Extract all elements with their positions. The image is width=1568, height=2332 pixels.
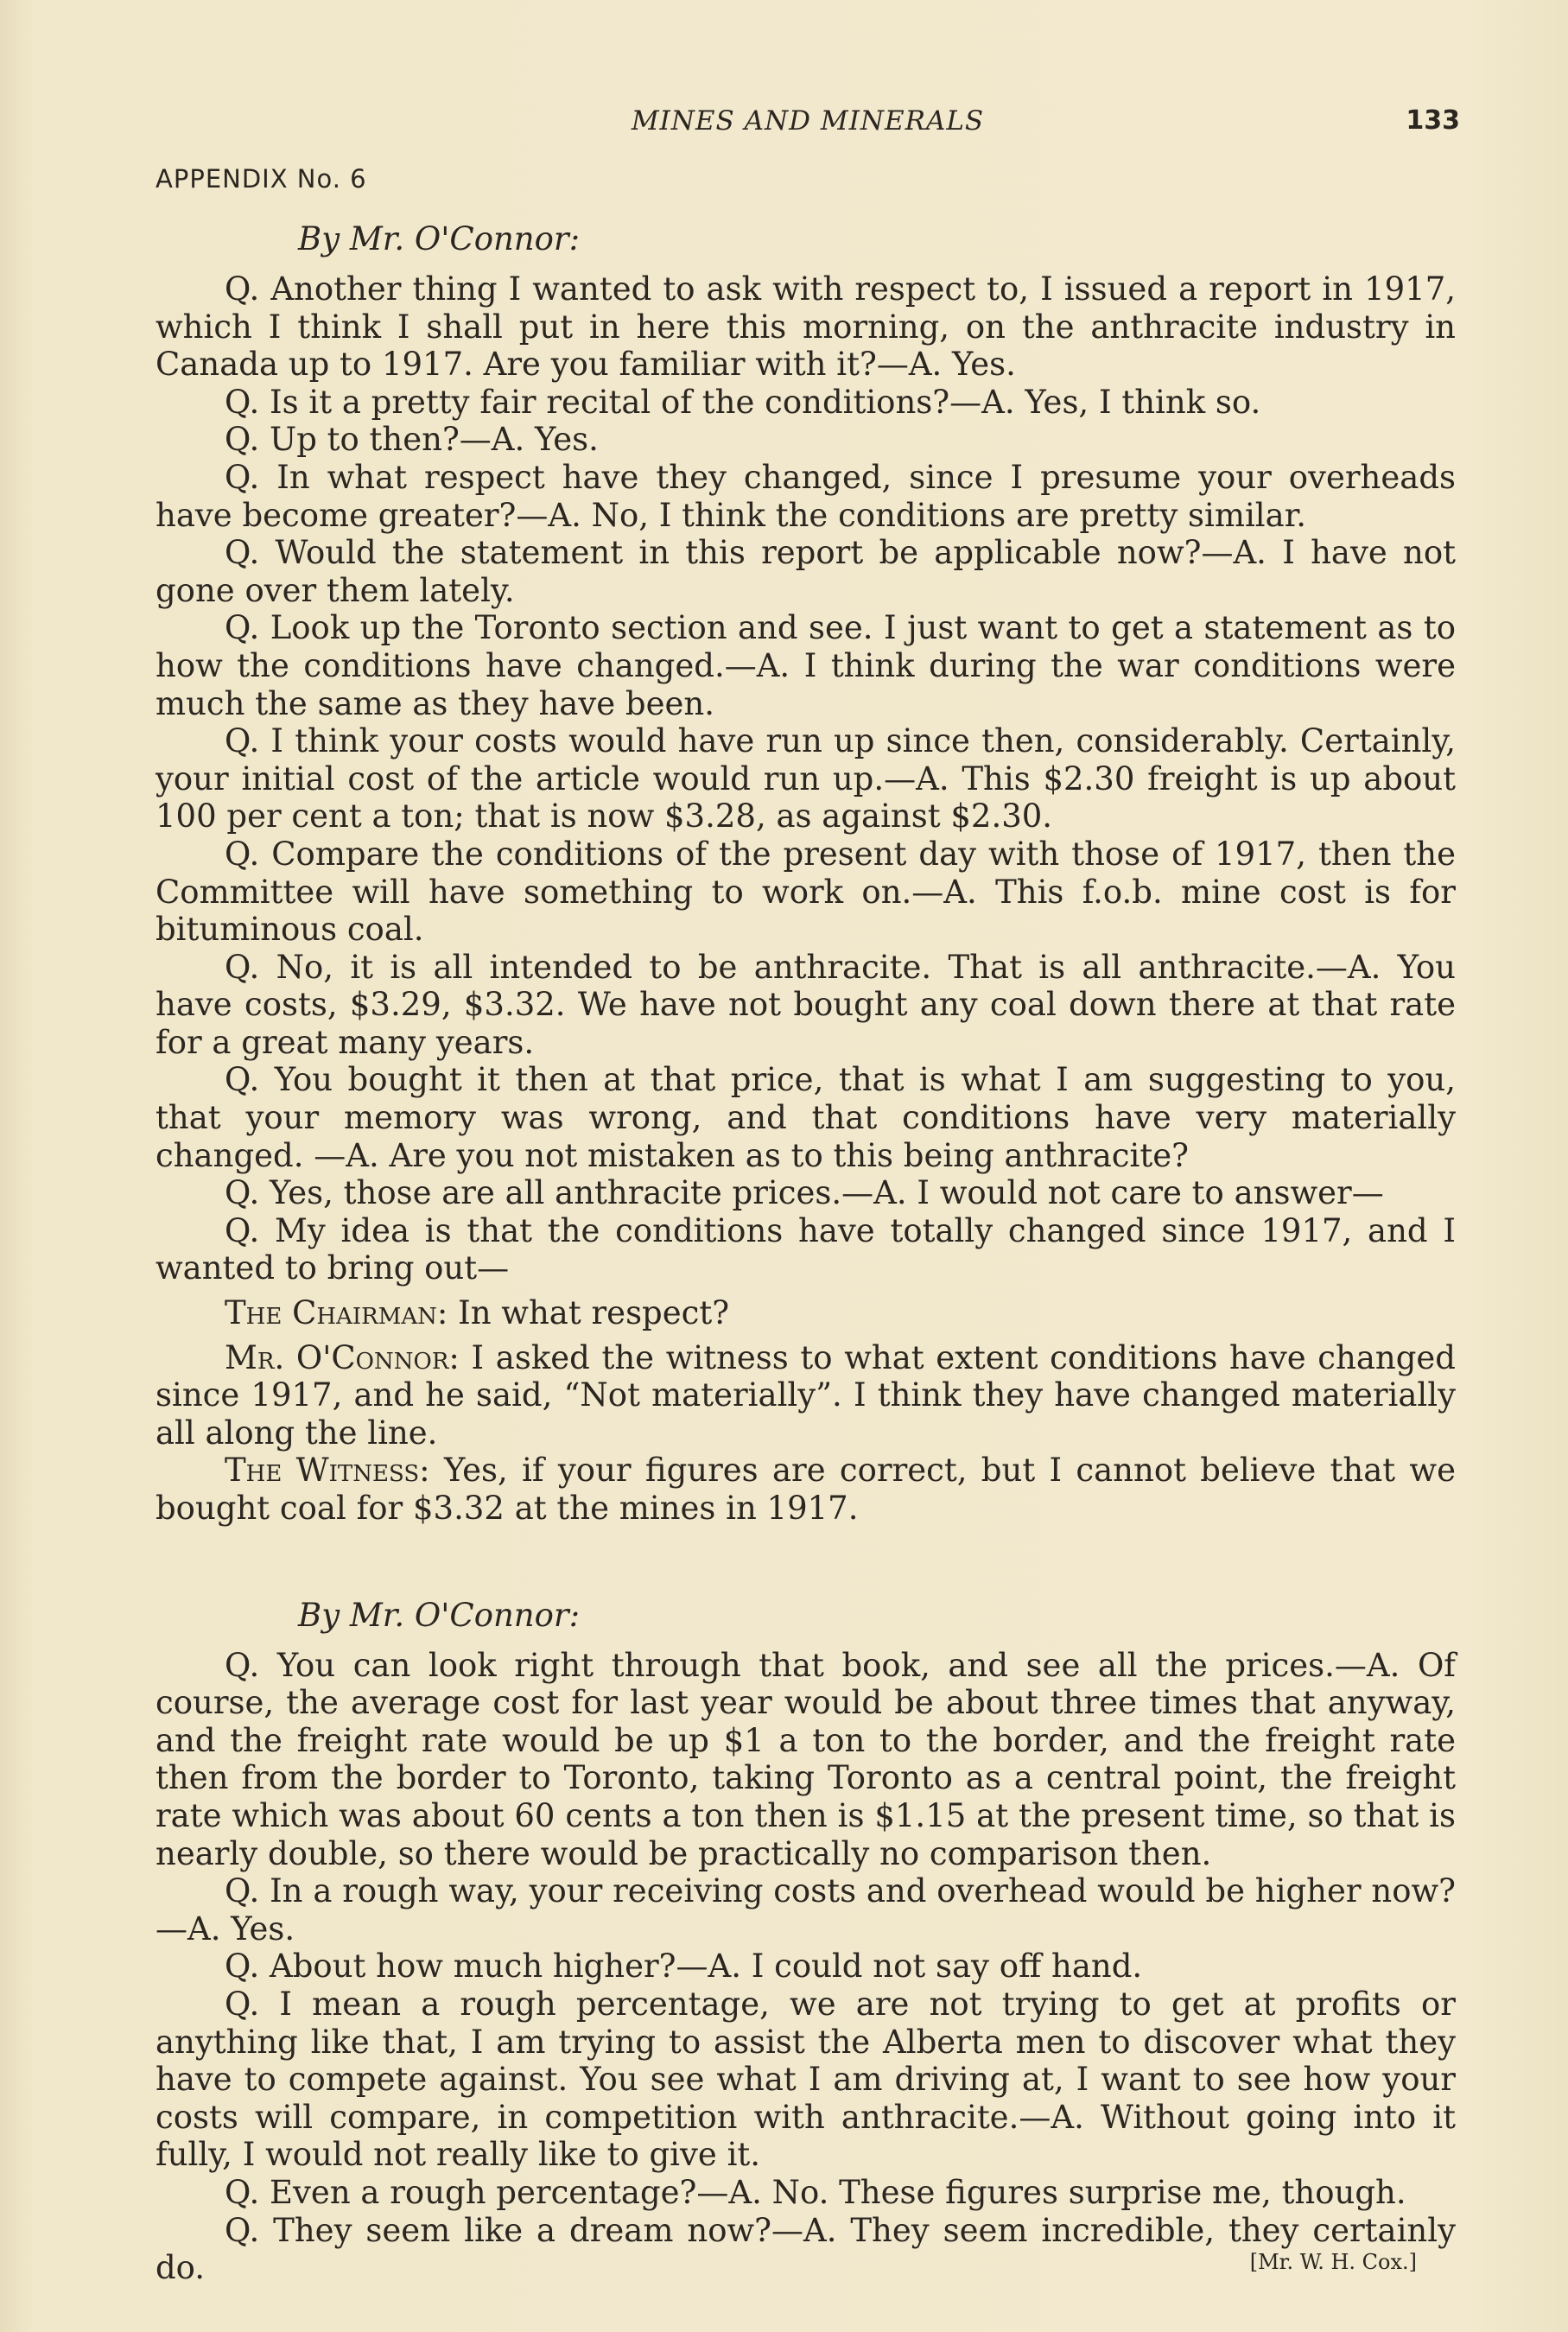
oconnor-text: I asked the witness to what extent conditions have changed since 1917, and he said, “Not materially”. I think they have changed materially all along the line. <box>156 1338 1456 1452</box>
paragraph: Q. Another thing I wanted to ask with respect to, I issued a report in 1917, which I think I shall put in here this morning, on the anthracite industry in Canada up to 1917. Are you familiar with it?—A. Yes. <box>156 270 1456 384</box>
paragraph: Q. You bought it then at that price, that is what I am suggesting to you, that your memory was wrong, and that conditions have very materially changed. —A. Are you not mistaken as to this being anthracite? <box>156 1061 1456 1174</box>
paragraph: Q. Yes, those are all anthracite prices.—A. I would not care to answer— <box>225 1174 1384 1212</box>
paragraph: Q. Up to then?—A. Yes. <box>225 421 599 459</box>
witness-footer: [Mr. W. H. Cox.] <box>1249 2250 1417 2274</box>
witness-statement <box>156 1452 1456 1527</box>
running-title: MINES AND MINERALS <box>631 105 985 137</box>
paragraph: Q. About how much higher?—A. I could not say off hand. <box>225 1948 1143 1986</box>
paragraph: Q. Look up the Toronto section and see. I just want to get a statement as to how the conditions have changed.—A. I think during the war conditions were much the same as they have been. <box>156 609 1456 722</box>
speaker-chairman: The Chairman: <box>225 1294 448 1332</box>
paragraph: Q. In what respect have they changed, since I presume your overheads have become greater?—A. No, I think the conditions are pretty similar. <box>156 458 1456 534</box>
paragraph: Q. They seem like a dream now?—A. They seem incredible, they certainly do. <box>156 2211 1456 2287</box>
chairman-statement <box>156 1294 1456 1332</box>
witness-text: Yes, if your figures are correct, but I cannot believe that we bought coal for $3.32 at the mines in 1917. <box>156 1452 1456 1527</box>
paragraph: Q. I mean a rough percentage, we are not trying to get at profits or anything like that, I am trying to assist the Alberta men to discover what they have to compete against. You see what I am driving at, I want to see how your costs will compare, in competition with anthracite.—A. Without going into it fully, I would not really like to give it. <box>156 1985 1456 2174</box>
transcript-body <box>156 220 1456 2287</box>
paragraph: Q. Even a rough percentage?—A. No. These figures surprise me, though. <box>225 2173 1406 2211</box>
paragraph: Q. I think your costs would have run up since then, considerably. Certainly, your initial cost of the article would run up.—A. This $2.30 freight is up about 100 per cent a ton; that is now $3.28, as against $2.30. <box>156 722 1456 836</box>
paragraph: Q. My idea is that the conditions have totally changed since 1917, and I wanted to bring out— <box>156 1211 1456 1287</box>
section-heading: By Mr. O'Connor: <box>298 1596 581 1634</box>
speaker-oconnor: Mr. O'Connor: <box>225 1338 460 1376</box>
paragraph: Q. No, it is all intended to be anthracite. That is all anthracite.—A. You have costs, $3.29, $3.32. We have not bought any coal down there at that rate for a great many years. <box>156 948 1456 1061</box>
paragraph: Q. Is it a pretty fair recital of the conditions?—A. Yes, I think so. <box>225 383 1261 421</box>
oconnor-statement <box>156 1339 1456 1452</box>
paragraph: Q. You can look right through that book, and see all the prices.—A. Of course, the average cost for last year would be about three times that anyway, and the freight rate would be up $1 a ton to the border, and the freight rate then from the border to Toronto, taking Toronto as a central point, the freight rate which was about 60 cents a ton then is $1.15 at the present time, so that is nearly double, so there would be practically no comparison then. <box>156 1646 1456 1872</box>
section-heading: By Mr. O'Connor: <box>298 220 581 257</box>
paragraph: Q. Would the statement in this report be applicable now?—A. I have not gone over them lately. <box>156 534 1456 609</box>
page-number: 133 <box>1406 105 1460 136</box>
running-head <box>156 105 1460 143</box>
chairman-text: In what respect? <box>458 1294 730 1332</box>
paragraph: Q. Compare the conditions of the present day with those of 1917, then the Committee will have something to work on.—A. This f.o.b. mine cost is for bituminous coal. <box>156 835 1456 949</box>
paragraph: Q. In a rough way, your receiving costs and overhead would be higher now?—A. Yes. <box>156 1872 1456 1948</box>
appendix-label: APPENDIX No. 6 <box>156 164 367 194</box>
speaker-witness: The Witness: <box>225 1452 430 1490</box>
